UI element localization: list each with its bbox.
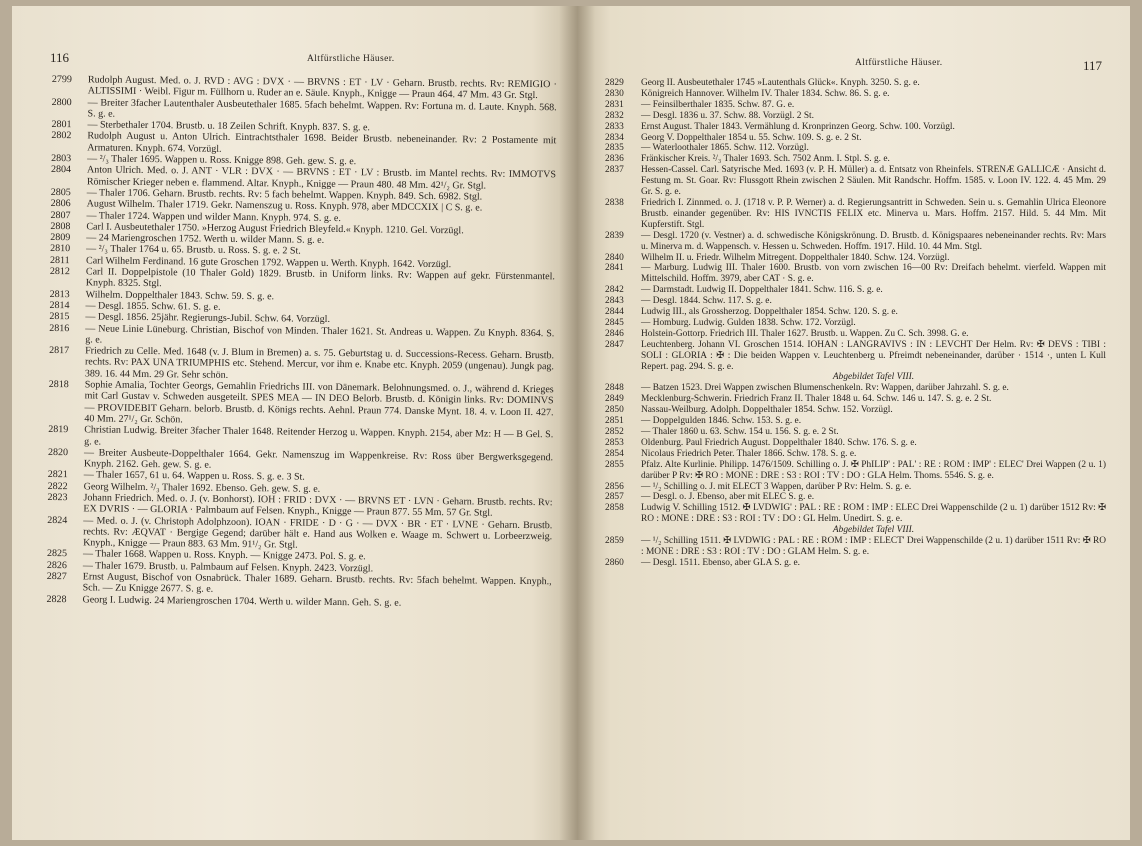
lot-description: — Homburg. Ludwig. Gulden 1838. Schw. 172. Vorzügl. xyxy=(641,317,856,328)
lot-number: 2836 xyxy=(605,154,624,165)
lot-description: Nicolaus Friedrich Peter. Thaler 1866. Schw. 178. S. g. e. xyxy=(641,448,857,459)
lot-number: 2846 xyxy=(605,328,624,339)
running-title: Altfürstliche Häuser. xyxy=(307,54,395,64)
lot-number: 2835 xyxy=(605,143,624,154)
lot-description: — Thaler 1860 u. 63. Schw. 154 u. 156. S. g. e. 2 St. xyxy=(641,427,839,437)
lot-number: 2804 xyxy=(50,164,72,176)
catalog-entry xyxy=(605,340,1106,373)
lot-number: 2821 xyxy=(47,469,68,481)
catalog-entry xyxy=(605,460,1106,482)
catalog-entry xyxy=(605,154,1106,165)
left-page-header xyxy=(52,46,557,72)
lot-description: — Desgl. 1720 (v. Vestner) a. d. schwedische Königskrönung. D. Brustb. d. Königspaares nebeneinander rechts. Rv: Mars u. Minerva m. d. Wappensch. v. Hessen u. Schweden. Hoffm. 1917. Hild. 10. 44 Mm. Stgl. xyxy=(641,230,1106,252)
catalog-entry xyxy=(605,296,1106,307)
lot-number: 2833 xyxy=(605,121,624,132)
lot-number: 2824 xyxy=(47,514,68,526)
catalog-entry xyxy=(605,111,1106,122)
lot-number: 2805 xyxy=(50,186,71,199)
catalog-entry xyxy=(605,536,1106,558)
lot-description: Anton Ulrich. Med. o. J. ANT · VLR : DVX · — BRVNS : ET · LV : Brustb. im Mantel rechts. Rv: IMMOTVS Römischer Krieger neben e. flammend. Altar. Knyph., Knigge — Praun 480. 48 Mm. 42¹/₂ Gr. Stgl. xyxy=(86,164,557,192)
lot-number: 2847 xyxy=(605,339,624,350)
lot-description: Rudolph August u. Anton Ulrich. Eintrachtsthaler 1698. Beider Brustb. nebeneinander. Rv: 2 Postamente mit Armaturen. Knyph. 674. Vorzügl. xyxy=(87,130,557,155)
lot-description: — Breiter Ausbeute-Doppelthaler 1664. Gekr. Namenszug im Wappenkreise. Rv: Ross über Bergwerksgegend. Knyph. 2162. Geh. gew. S. g. e. xyxy=(83,447,554,471)
lot-description: Oldenburg. Paul Friedrich August. Doppelthaler 1840. Schw. 176. S. g. e. xyxy=(641,437,917,448)
catalog-entry xyxy=(605,492,1106,503)
catalog-entry xyxy=(605,394,1106,405)
lot-description: Nassau-Weilburg. Adolph. Doppelthaler 1854. Schw. 152. Vorzügl. xyxy=(641,405,893,416)
lot-number: 2858 xyxy=(605,503,624,514)
lot-number: 2830 xyxy=(605,88,624,99)
lot-description: — Marburg. Ludwig III. Thaler 1600. Brustb. von vorn zwischen 16—00 Rv: Dreifach behelmt. vierfeld. Wappen mit Mittelschild. Hoffm. 3979, aber CAT · S. g. e. xyxy=(641,263,1106,285)
lot-description: Mecklenburg-Schwerin. Friedrich Franz II. Thaler 1848 u. 64. Schw. 146 u. 147. S. g. e. 2 St. xyxy=(641,394,992,405)
lot-number: 2814 xyxy=(49,299,70,312)
lot-number: 2852 xyxy=(605,427,624,437)
catalog-entry xyxy=(605,383,1106,394)
lot-number: 2842 xyxy=(605,285,624,296)
lot-description: — Thaler 1657, 61 u. 64. Wappen u. Ross. S. g. e. 3 St. xyxy=(83,469,305,484)
lot-number: 2849 xyxy=(605,394,624,405)
lot-description: Königreich Hannover. Wilhelm IV. Thaler 1834. Schw. 86. S. g. e. xyxy=(641,88,890,99)
lot-number: 2822 xyxy=(47,480,68,492)
catalog-entry xyxy=(605,100,1106,111)
running-title: Altfürstliche Häuser. xyxy=(855,58,943,68)
lot-number: 2825 xyxy=(46,548,68,560)
lot-description: Friedrich zu Celle. Med. 1648 (v. J. Blum in Bremen) a. s. 75. Geburtstag u. d. Successions-Recess. Geharn. Brustb. rechts. Rv: PAX UNA TRIUMPHIS etc. Stehend. Mercur, vor ihm e. Knabe etc. Knyph. 2059 (ungenau). Jungk pag. 389. 16. 44 Mm. 29 Gr. Sehr schön. xyxy=(84,345,555,381)
gutter-shadow xyxy=(577,6,595,840)
lot-description: — Thaler 1679. Brustb. u. Palmbaum auf Felsen. Knyph. 2423. Vorzügl. xyxy=(82,560,374,575)
lot-number: 2800 xyxy=(51,96,72,108)
lot-description: Johann Friedrich. Med. o. J. (v. Bonhorst). IOH : FRID : DVX · — BRVNS ET · LVN · Geharn. Brustb. rechts. Rv: EX DVRIS · — GLORIA · Palmbaum auf Felsen. Knyph., Knigge — Praun 877. 55 Mm. 57 Gr. Stgl. xyxy=(83,492,553,519)
catalog-entry xyxy=(605,449,1106,460)
lot-description: — Thaler 1724. Wappen und wilder Mann. Knyph. 974. S. g. e. xyxy=(86,209,341,224)
lot-number: 2848 xyxy=(605,383,624,394)
lot-description: Georg V. Doppelthaler 1854 u. 55. Schw. 109. S. g. e. 2 St. xyxy=(641,132,862,143)
lot-description: Georg II. Ausbeutethaler 1745 »Lautenthals Glück«. Knyph. 3250. S. g. e. xyxy=(641,78,920,88)
plate-reference: Abgebildet Tafel VIII. xyxy=(832,372,915,383)
lot-number: 2837 xyxy=(605,165,624,176)
lot-number: 2857 xyxy=(605,492,624,503)
catalog-entry xyxy=(605,503,1106,525)
lot-number: 2860 xyxy=(605,557,624,568)
catalog-entry xyxy=(605,285,1106,296)
lot-description: — 24 Mariengroschen 1752. Werth u. wilder Mann. S. g. e. xyxy=(86,232,325,247)
lot-description: Carl II. Doppelpistole (10 Thaler Gold) 1829. Brustb. in Uniform links. Rv: Wappen auf gekr. Fürstenmantel. Knyph. 8325. Stgl. xyxy=(85,266,555,290)
plate-reference: Abgebildet Tafel VIII. xyxy=(832,525,915,536)
right-page-header xyxy=(605,48,1106,74)
lot-description: — ¹/₂ Schilling o. J. mit ELECT 3 Wappen, darüber P Rv: Helm. S. g. e. xyxy=(641,481,912,492)
lot-description: — Desgl. 1855. Schw. 61. S. g. e. xyxy=(85,300,221,313)
lot-description: — Darmstadt. Ludwig II. Doppelthaler 1841. Schw. 116. S. g. e. xyxy=(641,285,883,296)
lot-description: — Neue Linie Lüneburg. Christian, Bischof von Minden. Thaler 1621. St. Andreas u. Wappen. Zu Knyph. 8364. S. g. e. xyxy=(85,322,555,346)
lot-number: 2820 xyxy=(47,446,69,458)
lot-description: Georg I. Ludwig. 24 Mariengroschen 1704. Werth u. wilder Mann. Geh. S. g. e. xyxy=(82,594,402,609)
catalog-entry xyxy=(605,89,1106,100)
lot-description: Georg Wilhelm. ²/₃ Thaler 1692. Ebenso. Geh. gew. S. g. e. xyxy=(83,481,321,495)
open-book xyxy=(12,6,1130,840)
gutter-shadow xyxy=(559,6,577,840)
catalog-entry xyxy=(605,263,1106,285)
catalog-entry xyxy=(605,133,1106,144)
lot-description: — Feinsilberthaler 1835. Schw. 87. G. e. xyxy=(641,99,795,110)
lot-description: — Batzen 1523. Drei Wappen zwischen Blumenschenkeln. Rv: Wappen, darüber Jahrzahl. S. g. e. xyxy=(641,383,1009,394)
lot-description: — ²/₃ Thaler 1764 u. 65. Brustb. u. Ross. S. g. e. 2 St. xyxy=(86,243,301,258)
lot-description: Ludwig III., als Grossherzog. Doppelthaler 1854. Schw. 120. S. g. e. xyxy=(641,307,898,318)
lot-description: — Desgl. 1836 u. 37. Schw. 88. Vorzügl. 2 St. xyxy=(641,110,815,121)
catalog-entry xyxy=(47,515,552,554)
lot-description: — ¹/₂ Schilling 1511. ✠ LVDWIG : PAL : RE : ROM : IMP : ELECT' Drei Wappenschilde (2 u. 1) darüber 1511 Rv: ✠ RO : MONE : DRE : S3 : ROI : TV : DO : GLAM Helm. S. g. e. xyxy=(641,536,1106,557)
catalog-entry xyxy=(605,78,1106,89)
catalog-entry xyxy=(605,253,1106,264)
lot-number: 2807 xyxy=(50,209,71,221)
catalog-entries xyxy=(605,78,1106,569)
lot-number: 2813 xyxy=(49,288,70,300)
lot-description: — Breiter 3facher Lautenthaler Ausbeutethaler 1685. 5fach behelmt. Wappen. Rv: Fortuna m. d. Laute. Knyph. 568. S. g. e. xyxy=(87,96,557,120)
lot-description: — ²/₃ Thaler 1695. Wappen u. Ross. Knigge 898. Geh. gew. S. g. e. xyxy=(87,153,357,168)
lot-description: — Doppelgulden 1846. Schw. 153. S. g. e. xyxy=(641,416,802,427)
lot-description: — Desgl. 1844. Schw. 117. S. g. e. xyxy=(641,296,772,307)
lot-number: 2855 xyxy=(605,459,624,470)
lot-description: Wilhelm II. u. Friedr. Wilhelm Mitregent. Doppelthaler 1840. Schw. 124. Vorzügl. xyxy=(641,252,950,263)
lot-description: Rudolph August. Med. o. J. RVD : AVG : DVX · — BRVNS : ET · LV · Geharn. Brustb. rechts. Rv: REMIGIO · ALTISSIMI · Weibl. Figur m. Füllhorn u. Ruder an e. Säule. Knyph., Knigge — Praun 464. 47 Mm. 43 Gr. Stgl. xyxy=(87,74,557,102)
catalog-entry xyxy=(605,482,1106,493)
lot-number: 2843 xyxy=(605,296,624,307)
lot-number: 2809 xyxy=(50,232,71,244)
catalog-entry xyxy=(605,143,1106,154)
catalog-entry xyxy=(605,558,1106,569)
lot-number: 2802 xyxy=(51,130,72,142)
lot-number: 2803 xyxy=(51,153,72,165)
lot-number: 2828 xyxy=(46,593,67,605)
lot-description: Ernst August, Bischof von Osnabrück. Thaler 1689. Geharn. Brustb. rechts. Rv: 5fach behelmt. Wappen. Knyph., Sch. — Zu Knigge 2677. S. g. e. xyxy=(82,571,552,596)
catalog-entry xyxy=(605,329,1106,340)
catalog-entry xyxy=(605,307,1106,318)
lot-description: Carl Wilhelm Ferdinand. 16 gute Groschen 1792. Wappen u. Werth. Knyph. 1642. Vorzügl. xyxy=(85,255,452,270)
lot-number: 2844 xyxy=(605,307,624,318)
catalog-entry xyxy=(605,231,1106,253)
lot-description: Holstein-Gottorp. Friedrich III. Thaler 1627. Brustb. u. Wappen. Zu C. Sch. 3998. G. e. xyxy=(641,328,969,339)
lot-number: 2827 xyxy=(46,571,67,583)
lot-number: 2853 xyxy=(605,437,624,448)
catalog-entry xyxy=(605,122,1106,133)
lot-description: Leuchtenberg. Johann VI. Groschen 1514. IOHAN : LANGRAVIVS : IN : LEVCHT Der Helm. Rv: ✠ DEVS : TIBI : SOLI : GLORIA : ✠ : Die beiden Wappen v. Leuchtenberg u. Pfreimdt nebeneinander, darüber · 1514 ·, unten L Kull Repert. pag. 294. S. g. e. xyxy=(641,339,1106,372)
lot-description: Christian Ludwig. Breiter 3facher Thaler 1648. Reitender Herzog u. Wappen. Knyph. 2154, aber Mz: H — B Gel. S. g. e. xyxy=(84,424,554,448)
lot-number: 2845 xyxy=(605,317,624,328)
lot-number: 2811 xyxy=(49,254,70,266)
lot-description: Ernst August. Thaler 1843. Vermählung d. Kronprinzen Georg. Schw. 100. Vorzügl. xyxy=(641,121,955,132)
lot-number: 2854 xyxy=(605,448,624,459)
lot-number: 2816 xyxy=(49,322,70,334)
lot-number: 2859 xyxy=(605,536,624,547)
lot-description: — Thaler 1706. Geharn. Brustb. rechts. Rv: 5 fach behelmt. Wappen. Knyph. 849. Sch. 6982. Stgl. xyxy=(86,187,483,203)
catalog-entry xyxy=(605,405,1106,416)
catalog-entry xyxy=(605,427,1106,438)
lot-description: Friedrich I. Zinnmed. o. J. (1718 v. P. P. Werner) a. d. Regierungsantritt in Schweden. Sein u. s. Gemahlin Ulrica Eleonore Brustb. einander gegenüber. Rv: HIS IVNCTIS FELIX etc. Minerva u. Mars. Hoffm. 2157. Hild. 5. 44 Mm. Mit Kupferstift. Stgl. xyxy=(641,197,1106,230)
lot-number: 2841 xyxy=(605,263,624,274)
lot-number: 2812 xyxy=(49,266,70,278)
lot-description: Ludwig V. Schilling 1512. ✠ LVDWIG' : PAL : RE : ROM : IMP : ELEC Drei Wappenschilde (2 u. 1) darüber 1512 Rv: ✠ RO : MONE : DRE : S3 : ROI : TV : DO : GL Helm. Unedirt. S. g. e. xyxy=(641,503,1106,525)
lot-description: Wilhelm. Doppelthaler 1843. Schw. 59. S. g. e. xyxy=(85,289,275,302)
lot-number: 2839 xyxy=(605,230,624,241)
catalog-entry xyxy=(605,416,1106,427)
lot-number: 2801 xyxy=(51,119,72,131)
lot-number: 2826 xyxy=(46,559,67,571)
catalog-entries xyxy=(46,74,557,610)
lot-description: — Desgl. 1511. Ebenso, aber GLA S. g. e. xyxy=(641,557,801,568)
lot-description: — Waterloothaler 1865. Schw. 112. Vorzügl. xyxy=(641,143,809,154)
lot-number: 2856 xyxy=(605,481,624,492)
lot-number: 2818 xyxy=(48,378,69,391)
lot-description: Carl I. Ausbeutethaler 1750. »Herzog August Friedrich Bleyfeld.« Knyph. 1210. Gel. Vorzügl. xyxy=(86,221,464,237)
lot-description: August Wilhelm. Thaler 1719. Gekr. Namenszug u. Ross. Knyph. 978, aber MDCCXIX | C S. g. e. xyxy=(86,198,483,214)
lot-number: 2832 xyxy=(605,110,624,121)
lot-description: — Desgl. 1856. 25jähr. Regierungs-Jubil. Schw. 64. Vorzügl. xyxy=(85,311,331,326)
lot-description: — Med. o. J. (v. Christoph Adolphzoon). IOAN · FRIDE · D · G · — DVX · BR · ET · LVNE · Geharn. Brustb. rechts. Rv: ÆQVAT · Bergige Gegend; darüber hält e. Hand aus Wolken e. Waage m. Schwert u. Lorbeerzweig. Knyph., Knigge — Praun 883. 63 Mm. 91¹/₂ Gr. Stgl. xyxy=(83,514,553,551)
lot-description: Pfalz. Alte Kurlinie. Philipp. 1476/1509. Schilling o. J. ✠ PhILIP' : PAL' : RE : ROM : IMP' : ELEC' Drei Wappen (2 u. 1) darüber P Rv: ✠ RO : MONE : DRE : S3 : ROI : TV : DO : GLA Helm. Thoms. 5546. S. g. e. xyxy=(641,459,1106,481)
right-page xyxy=(577,6,1130,840)
lot-description: — Sterbethaler 1704. Brustb. u. 18 Zeilen Schrift. Knyph. 837. S. g. e. xyxy=(87,119,370,134)
lot-number: 2838 xyxy=(605,197,624,208)
catalog-entry xyxy=(605,318,1106,329)
page-number: 116 xyxy=(50,50,70,65)
catalog-entry xyxy=(48,379,553,429)
lot-number: 2829 xyxy=(605,78,624,88)
lot-number: 2819 xyxy=(48,424,69,436)
catalog-entry xyxy=(605,198,1106,231)
lot-number: 2799 xyxy=(51,74,72,86)
lot-number: 2850 xyxy=(605,405,624,416)
lot-number: 2806 xyxy=(50,198,71,210)
lot-number: 2834 xyxy=(605,132,624,143)
lot-description: — Thaler 1668. Wappen u. Ross. Knyph. — Knigge 2473. Pol. S. g. e. xyxy=(82,548,366,563)
lot-number: 2823 xyxy=(47,491,68,504)
lot-number: 2840 xyxy=(605,252,624,263)
lot-description: — Desgl. o. J. Ebenso, aber mit ELEC S. g. e. xyxy=(641,492,815,503)
lot-number: 2817 xyxy=(49,345,70,357)
lot-description: Fränkischer Kreis. ²/₃ Thaler 1693. Sch. 7502 Anm. I. Stpl. S. g. e. xyxy=(641,154,890,165)
lot-description: Sophie Amalia, Tochter Georgs, Gemahlin Friedrichs III. von Dänemark. Belohnungsmed. o. J., während d. Krieges mit Carl Gustav v. Schweden ausgeteilt. SPES MEA — IN DEO Belorb. Brustb. d. Königin links. Rv: DOMINVS — PROVIDEBIT Geharn. belorb. Brustb. d. Königs rechts. Aehnl. Praun 774. Danske Mynt. 18. 4. v. Loon II. 427. 40 Mm. 27¹/₂ Gr. Schön. xyxy=(84,379,554,426)
lot-number: 2810 xyxy=(50,243,71,255)
lot-number: 2815 xyxy=(49,311,70,323)
lot-number: 2831 xyxy=(605,99,624,110)
lot-description: Hessen-Cassel. Carl. Satyrische Med. 1693 (v. P. H. Müller) a. d. Entsatz von Rheinfels. STRENÆ GALLICÆ · Ansicht d. Festung m. St. Goar. Rv: Flussgott Rhein zwischen 2 Säulen. Mit Randschr. Hoffm. 1585. v. Loon IV. 122. 4. 45 Mm. 29 Gr. S. g. e. xyxy=(641,165,1106,198)
lot-number: 2851 xyxy=(605,416,624,427)
catalog-entry xyxy=(605,165,1106,198)
page-number: 117 xyxy=(1082,58,1102,73)
catalog-entry xyxy=(49,345,554,384)
catalog-entry xyxy=(605,438,1106,449)
left-page xyxy=(12,6,577,840)
lot-number: 2808 xyxy=(50,220,71,233)
